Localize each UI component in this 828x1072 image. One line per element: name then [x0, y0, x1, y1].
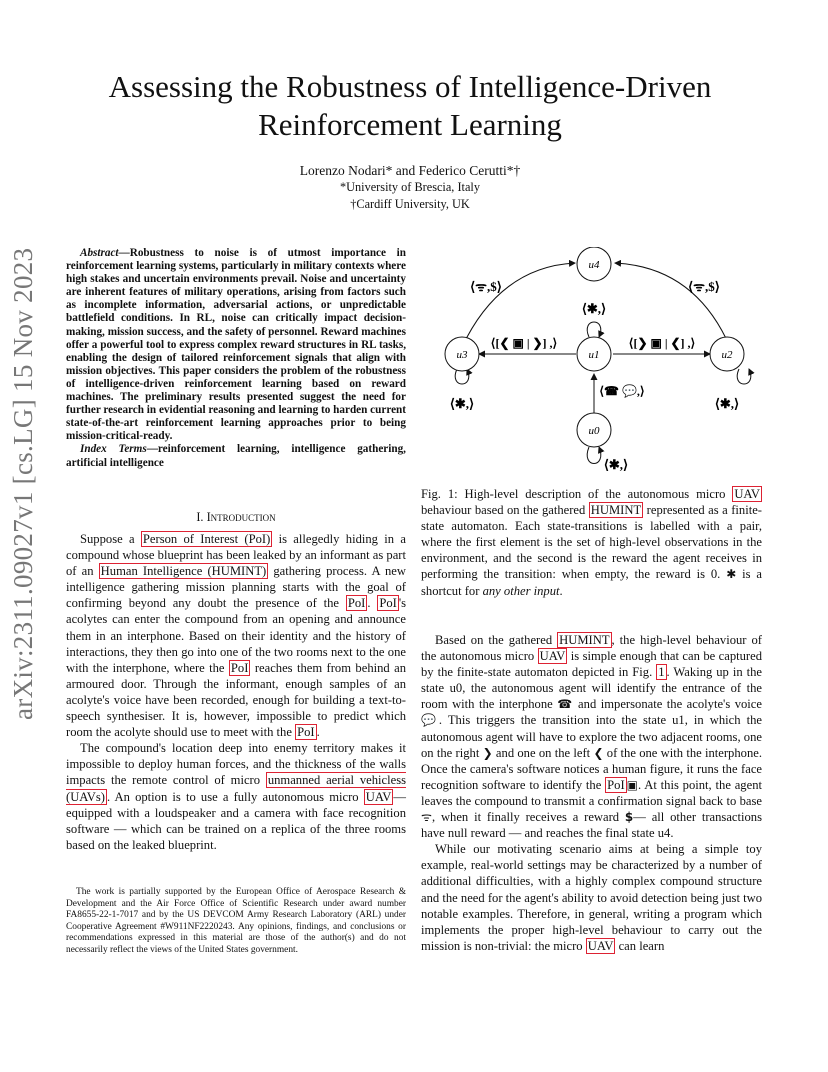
- acronym-link-uav[interactable]: UAV: [539, 649, 566, 664]
- acronym-link-uav[interactable]: UAV: [365, 789, 392, 804]
- label-u1-u2: ⟨[❯ ▣ | ❮] ,⟩: [628, 336, 696, 350]
- affiliation-2: †Cardiff University, UK: [350, 197, 470, 211]
- speech-bubble-icon: 💬: [421, 713, 439, 728]
- acronym-link-poi[interactable]: PoI: [230, 660, 249, 675]
- title-line-1: Assessing the Robustness of Intelligence-Driven: [108, 69, 712, 104]
- arxiv-identifier: arXiv:2311.09027v1 [cs.LG] 15 Nov 2023: [8, 247, 38, 720]
- id-card-icon: ▣: [626, 777, 638, 792]
- acronym-link-poi[interactable]: Person of Interest (PoI): [142, 532, 271, 546]
- label-loop-u2: ⟨✱,⟩: [714, 396, 740, 411]
- section-heading: I. Introduction: [196, 510, 276, 524]
- acronym-link-uav[interactable]: UAV: [587, 938, 614, 953]
- state-label-u3: u3: [456, 349, 468, 361]
- chevron-right-icon: ❯: [482, 745, 493, 760]
- introduction-text: Suppose a Person of Interest (PoI) is allegedly hiding in a compound whose blueprint has been leaked by an informant as part of an Human Intelligence (HUMINT) gathering process. A new intelligence gathering mission planning starts with the goal of confirming beyond any doubt the presence of the PoI . PoI 's acolytes can enter the compound from an opening and announce them in an interphone. Based on their identity and the history of interactions, they then go into one of the two rooms next to the one with the interphone, where the PoI reaches them from behind an armoured door. Through the informant, enough samples of an acolyte's voice have been recorded, enough for building a text-to-speech synthesiser. It is, however, impossible to predict which room the acolyte should use to meet with the PoI . The compound's location deep into enemy territory makes it impossible to deploy human forces, and the thickness of the walls impacts the remote control of micro unmanned aerial vehicless (UAVs) . An option is to use a fully autonomous micro UAV — equipped with a loudspeaker and a camera with face recognition software — which can be trained on a replica of the three rooms based on the leaked blueprint.: [66, 532, 406, 852]
- figure-reference-link[interactable]: 1: [658, 665, 665, 680]
- state-label-u0: u0: [588, 425, 600, 437]
- label-loop-u3: ⟨✱,⟩: [449, 396, 475, 411]
- label-u0-u1: ⟨☎ 💬,⟩: [599, 384, 645, 398]
- index-terms-text: —reinforcement learning, intelligence gathering, artificial intelligence: [66, 443, 406, 469]
- authors: Lorenzo Nodari* and Federico Cerutti*†: [299, 163, 521, 178]
- wifi-icon: ᯤ: [421, 810, 432, 825]
- author-block: [150, 162, 670, 213]
- acronym-link-uav[interactable]: unmanned aerial vehicless (UAVs): [66, 773, 406, 804]
- loop-u2: [737, 369, 751, 384]
- dollar-icon: $: [624, 810, 634, 825]
- abstract-text: —Robustness to noise is of utmost importance in reinforcement learning systems, particularly in military contexts where high stakes and uncertain environments prevail. Noise and uncertainty are inherent features of military operations, arising from factors such as incomplete information, adversarial actions, or unpredictable battlefield conditions. In RL, noise can critically impact decision-making, mission success, and the safety of personnel. Reward machines offer a powerful tool to express complex reward structures in RL tasks, enabling the design of tailored reinforcement signals that align with mission objectives. This paper considers the problem of the robustness of intelligence-driven reinforcement learning based on reward machines. The preliminary results presented suggest the need for further research in evidential reasoning and learning to harden current state-of-the-art reinforcement learning approaches prior to being mission-critical-ready.: [66, 247, 406, 443]
- affiliation-1: *University of Brescia, Italy: [339, 180, 480, 194]
- abstract-label: Abstract: [80, 247, 119, 259]
- acronym-link-humint[interactable]: Human Intelligence (HUMINT): [100, 564, 267, 579]
- edge-u3-u4: [462, 263, 575, 347]
- paper-title: [60, 68, 760, 144]
- figure-caption: Fig. 1: High-level description of the autonomous micro UAV behaviour based on the gathered HUMINT represented as a finite-state automaton. Each state-transitions is labelled with a pair, where the first element is the set of high-level observations in the environment, and the second is the reward the agent receives in performing the transition: when empty, the reward is 0. ✱ is a shortcut for any other input.: [421, 487, 763, 598]
- title-line-2: Reinforcement Learning: [258, 107, 562, 142]
- phone-icon: ☎: [557, 697, 574, 712]
- edge-u2-u4: [615, 263, 730, 347]
- body-text-right: Based on the gathered HUMINT , the high-level behaviour of the autonomous micro UAV is simple enough that can be captured by the finite-state automaton depicted in Fig. 1 . Waking up in the state u0, the autonomous agent will identify the entrance of the room with the interphone ☎ and impersonate the acolyte's voice 💬. This triggers the transition into the state u1, in which the autonomous agent will have to explore the two adjacent rooms, one on the right ❯ and one on the left ❮ of the one with the interphone. Once the camera's software notices a human figure, it runs the face recognition software to identify the PoI ▣. At this point, the agent leaves the compound to transmit a confirmation signal back to base ᯤ, when it finally receives a reward $— all other transactions have null reward — and reaches the final state u4. While our motivating scenario aims at being a simple toy example, real-world settings may be characterized by a number of additional difficulties, with a highly complex compound structure and the need for the agent's ability to avoid detection being just two notable examples. Therefore, in general, writing a program which implements the proper high-level behaviour to carry out the mission is non-trivial: the micro UAV can learn: [421, 633, 762, 953]
- footnote: The work is partially supported by the European Office of Aerospace Research & Development and the Air Force Office of Scientific Research under award number FA8655-22-1-7017 and by the US DEVCOM Army Research Laboratory (ARL) under Cooperative Agreement #W911NF2220243. Any opinions, findings, and conclusions or recommendations expressed in this material are those of the author(s) and do not necessarily reflect the views of the United States government.: [66, 887, 406, 955]
- state-label-u4: u4: [588, 259, 600, 271]
- abstract: [66, 247, 406, 470]
- index-terms-label: Index Terms: [80, 443, 147, 456]
- acronym-link-poi[interactable]: PoI: [607, 777, 625, 792]
- label-u3-u4: ⟨ᯤ,$⟩: [470, 279, 502, 294]
- label-u1-u3: ⟨[❮ ▣ | ❯] ,⟩: [490, 336, 558, 350]
- label-loop-u0: ⟨✱,⟩: [603, 457, 629, 472]
- acronym-link-humint[interactable]: HUMINT: [590, 503, 642, 518]
- automaton-figure: [440, 247, 770, 477]
- acronym-link-poi[interactable]: PoI: [379, 596, 397, 611]
- chevron-left-icon: ❮: [593, 745, 604, 760]
- acronym-link-humint[interactable]: HUMINT: [559, 633, 610, 647]
- acronym-link-uav[interactable]: UAV: [734, 487, 760, 501]
- state-label-u2: u2: [721, 349, 733, 361]
- loop-u1: [587, 322, 601, 337]
- loop-u0: [587, 447, 601, 464]
- acronym-link-poi[interactable]: PoI: [347, 596, 366, 611]
- label-loop-u1: ⟨✱,⟩: [581, 301, 607, 316]
- acronym-link-poi[interactable]: PoI: [297, 725, 315, 740]
- asterisk-icon: ✱: [726, 567, 737, 582]
- label-u2-u4: ⟨ᯤ,$⟩: [688, 279, 720, 294]
- state-label-u1: u1: [588, 349, 600, 361]
